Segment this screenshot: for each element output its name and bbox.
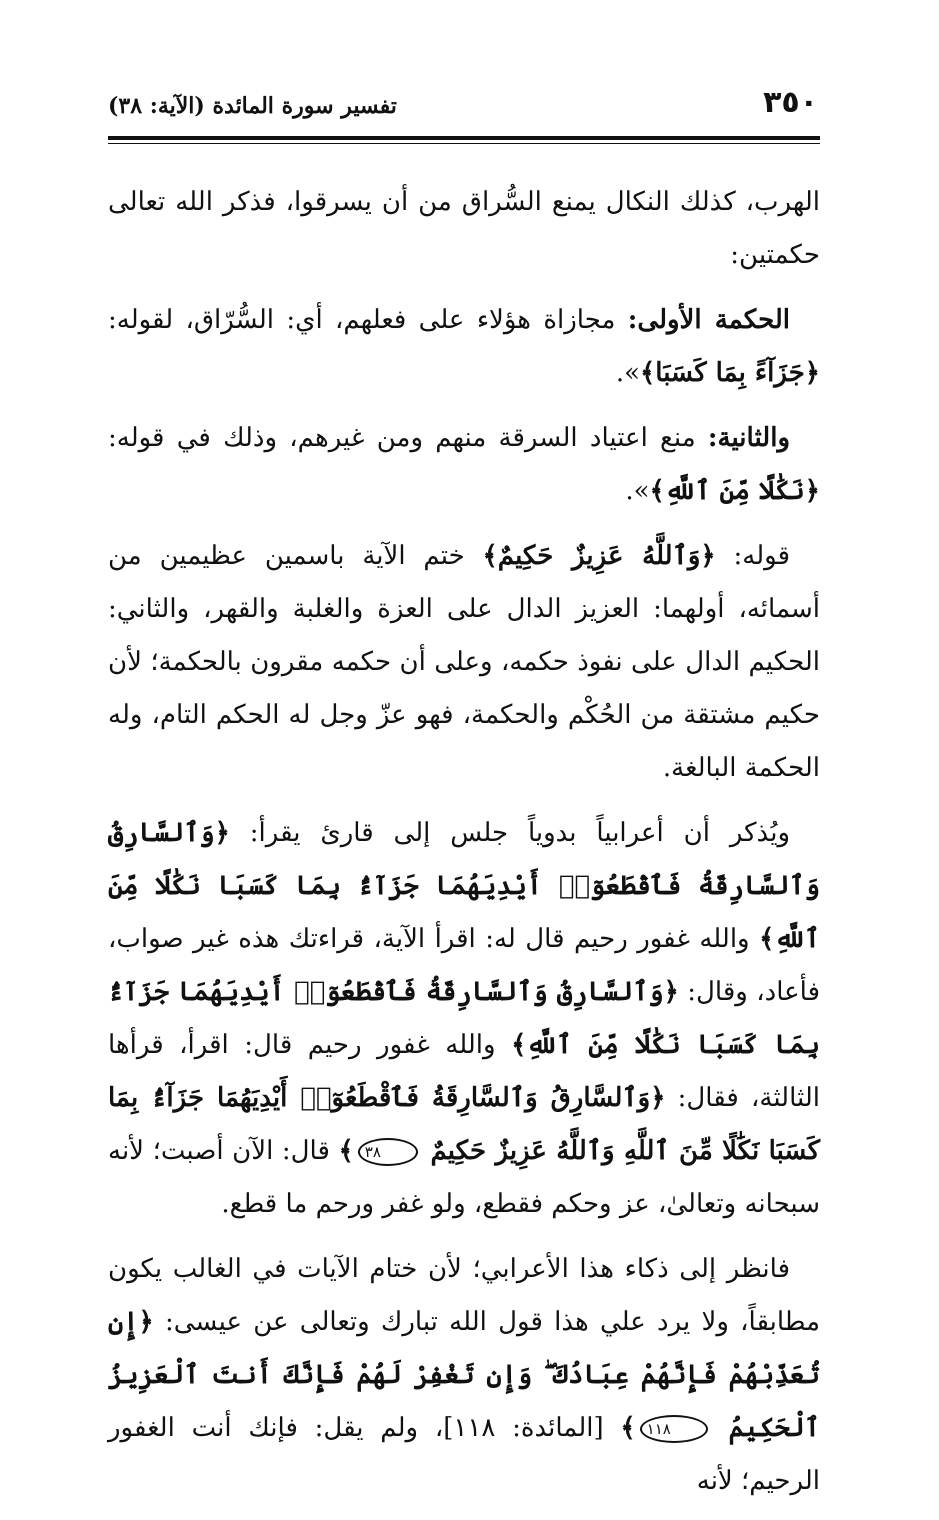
page-number: ٣٥٠: [763, 85, 818, 120]
quran-quote: وَٱللَّهُ عَزِيزٌ حَكِيمٌ: [497, 541, 701, 571]
ornate-bracket-close: ﴾: [338, 1136, 354, 1166]
quran-quote: وَٱلسَّارِقُ وَٱلسَّارِقَةُ فَٱقْطَعُوٓا۟ أَيْدِيَهُمَا جَزَآءًۢ بِمَا كَسَبَا نَكَٰلًا مِّنَ ٱللَّهِ: [108, 977, 820, 1060]
paragraph-text: مجازاة هؤلاء على فعلهم، أي: السُّرّاق، لقوله:: [108, 305, 616, 335]
ornate-bracket-open: ﴿: [650, 1083, 666, 1113]
paragraph-6: [108, 1243, 820, 1508]
ornate-bracket-open: ﴿: [700, 541, 716, 571]
body-text: [108, 176, 820, 1520]
ornate-bracket-open: ﴿: [804, 476, 820, 506]
quran-quote: إِن تُعَذِّبْهُمْ فَإِنَّهُمْ عِبَادُكَ ۖ وَإِن تَغْفِرْ لَهُمْ فَإِنَّكَ أَنتَ ٱلْعَزِيزُ ٱلْحَكِيمُ: [108, 1307, 821, 1443]
ornate-bracket-open: ﴿: [138, 1307, 154, 1337]
paragraph-text: ويُذكر أن أعرابياً بدوياً جلس إلى قارئ يقرأ:: [249, 818, 790, 848]
paragraph-text: [المائدة: ١١٨]، ولم يقل: فإنك أنت الغفور الرحيم؛ لأنه: [108, 1413, 820, 1496]
paragraph-text: ».: [625, 476, 650, 506]
running-title: تفسير سورة المائدة (الآية: ٣٨): [108, 93, 397, 119]
ornate-bracket-close: ﴾: [649, 476, 665, 506]
ayah-number-marker: ١١٨: [640, 1415, 708, 1443]
paragraph-text: قال: الآن أصبت؛ لأنه سبحانه وتعالىٰ، عز وحكم فقطع، ولو غفر ورحم ما قطع.: [108, 1136, 820, 1219]
ornate-bracket-close: ﴾: [482, 541, 498, 571]
quran-quote: وَٱلسَّارِقُ وَٱلسَّارِقَةُ فَٱقْطَعُوٓا۟ أَيْدِيَهُمَا جَزَآءًۢ بِمَا كَسَبَا نَكَٰلًا مِّنَ ٱللَّهِ وَٱللَّهُ عَزِيزٌ حَكِيمٌ: [108, 1083, 821, 1166]
paragraph-1: [108, 176, 820, 282]
paragraph-5: [108, 807, 820, 1231]
header-rule-thick: [108, 136, 820, 140]
paragraph-text: منع اعتياد السرقة منهم ومن غيرهم، وذلك في قوله:: [108, 423, 696, 453]
ornate-bracket-close: ﴾: [620, 1413, 636, 1443]
ornate-bracket-close: ﴾: [759, 924, 775, 954]
paragraph-4: [108, 530, 820, 795]
paragraph-text: فانظر إلى ذكاء هذا الأعرابي؛ لأن ختام الآيات في الغالب يكون مطابقاً، ولا يرد علي هذا قول الله تبارك وتعالى عن عيسى:: [108, 1254, 821, 1337]
paragraph-text: ختم الآية باسمين عظيمين من أسمائه، أولهما: العزيز الدال على العزة والغلبة والقهر، والثاني: الحكيم الدال على نفوذ حكمه، وعلى أن حكمه مقرون بالحكمة؛ لأن حكيم مشتقة من الحُكْم والحكمة، فهو عزّ وجل له الحكم التام، وله الحكمة البالغة.: [108, 541, 820, 783]
ayah-number-marker: ٣٨: [358, 1138, 418, 1166]
ornate-bracket-close: ﴾: [511, 1030, 527, 1060]
ornate-bracket-open: ﴿: [804, 358, 820, 388]
quran-quote: جَزَآءً بِمَا كَسَبَا: [655, 358, 805, 388]
ornate-bracket-close: ﴾: [640, 358, 656, 388]
paragraph-2: [108, 294, 820, 400]
quran-quote: وَٱلسَّارِقُ وَٱلسَّارِقَةُ فَٱقْطَعُوٓا۟ أَيْدِيَهُمَا جَزَآءًۢ بِمَا كَسَبَا نَكَٰلًا مِّنَ ٱللَّهِ: [108, 818, 821, 954]
ornate-bracket-open: ﴿: [663, 977, 679, 1007]
header-rule-thin: [108, 143, 820, 144]
ornate-bracket-open: ﴿: [214, 818, 230, 848]
paragraph-3: [108, 412, 820, 518]
paragraph-text: ».: [615, 358, 641, 388]
paragraph-text: والله غفور رحيم قال له: اقرأ الآية، قراءتك هذه غير صواب، فأعاد، وقال:: [108, 924, 821, 1007]
paragraph-lead: الحكمة الأولى:: [627, 305, 791, 335]
quran-quote: نَكَٰلًا مِّنَ ٱللَّهِ: [664, 476, 805, 506]
paragraph-text: والله غفور رحيم قال: اقرأ، قرأها الثالثة، فقال:: [108, 1030, 821, 1113]
paragraph-text: قوله:: [733, 541, 791, 571]
paragraph-text: الهرب، كذلك النكال يمنع السُّراق من أن يسرقوا، فذكر الله تعالى حكمتين:: [108, 187, 820, 270]
page-header: [108, 85, 818, 135]
paragraph-lead: والثانية:: [707, 423, 790, 453]
